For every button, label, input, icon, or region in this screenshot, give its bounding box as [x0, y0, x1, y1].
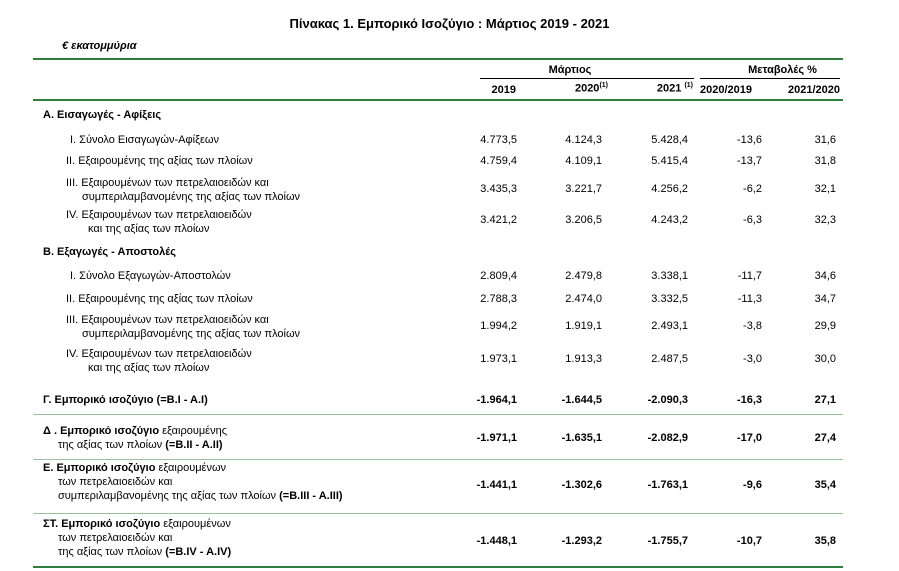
row-label: IV. Εξαιρουμένων των πετρελαιοειδών: [66, 348, 252, 360]
cell-c2: 29,9: [814, 320, 836, 332]
cell-v2021: 5.415,4: [651, 155, 688, 167]
cell-c1: -13,6: [736, 134, 762, 146]
cell-c1: -13,7: [736, 155, 762, 167]
row-label: II. Εξαιρουμένης της αξίας των πλοίων: [66, 155, 253, 167]
cell-v2020: -1.635,1: [561, 432, 602, 444]
cell-c1: -10,7: [736, 535, 762, 547]
balance-text: της αξίας των πλοίων: [58, 546, 163, 558]
col-2021: 2021 $^{(1)}$: [656, 82, 693, 95]
header-month: Μάρτιος: [548, 64, 592, 76]
balance-formula: (=B.II - A.II): [162, 439, 223, 451]
balance-label: [43, 425, 227, 437]
cell-v2019: 1.973,1: [480, 353, 517, 365]
cell-c2: 35,4: [814, 479, 836, 491]
unit-label: € εκατομμύρια: [62, 40, 137, 52]
balance-label: [43, 518, 231, 530]
row-separator: [33, 459, 843, 460]
header-rule: [33, 99, 843, 101]
cell-v2020: 2.474,0: [565, 293, 602, 305]
balance-formula: (=B.III - A.III): [276, 490, 343, 502]
balance-qualifier: εξαιρουμένης: [159, 425, 227, 437]
cell-c2: 34,7: [814, 293, 836, 305]
cell-c1: -17,0: [736, 432, 762, 444]
cell-v2020: 4.109,1: [565, 155, 602, 167]
balance-text: συμπεριλαμβανομένης της αξίας των πλοίων: [58, 490, 277, 502]
change-underline: [700, 78, 840, 79]
cell-c1: -11,3: [737, 293, 762, 305]
cell-c1: -6,3: [743, 214, 762, 226]
cell-v2020: 3.221,7: [565, 183, 602, 195]
balance-label-line: των πετρελαιοειδών και: [58, 476, 173, 488]
col-2019: 2019: [491, 84, 516, 96]
balance-formula: (=B.IV - A.IV): [162, 546, 232, 558]
row-label: III. Εξαιρουμένων των πετρελαιοειδών και: [66, 314, 269, 326]
cell-v2020: -1.302,6: [561, 479, 602, 491]
cell-c1: -3,8: [743, 320, 762, 332]
balance-text: της αξίας των πλοίων: [58, 439, 163, 451]
cell-v2019: 3.435,3: [480, 183, 517, 195]
bottom-rule: [33, 566, 843, 568]
cell-v2019: -1.964,1: [476, 394, 517, 406]
cell-c1: -11,7: [737, 270, 762, 282]
cell-c2: 34,6: [814, 270, 836, 282]
cell-v2021: -1.763,1: [647, 479, 688, 491]
cell-v2021: 2.493,1: [651, 320, 688, 332]
cell-v2019: 3.421,2: [480, 214, 517, 226]
balance-label: [43, 394, 208, 406]
cell-v2020: 1.913,3: [565, 353, 602, 365]
cell-c2: 30,0: [814, 353, 836, 365]
row-label: και της αξίας των πλοίων: [88, 223, 210, 235]
balance-title: Δ . Εμπορικό ισοζύγιο: [43, 425, 160, 437]
balance-label: [43, 462, 226, 474]
row-label: I. Σύνολο Εξαγωγών-Αποστολών: [70, 270, 231, 282]
row-label: συμπεριλαμβανομένης της αξίας των πλοίων: [82, 328, 301, 340]
header-change: Μεταβολές %: [748, 64, 817, 76]
cell-v2021: 2.487,5: [651, 353, 688, 365]
cell-v2021: 4.243,2: [651, 214, 688, 226]
cell-v2021: 5.428,4: [651, 134, 688, 146]
balance-qualifier: εξαιρουμένων: [160, 518, 231, 530]
cell-v2021: 4.256,2: [651, 183, 688, 195]
cell-v2019: 4.773,5: [480, 134, 517, 146]
section-imports: A. Εισαγωγές - Αφίξεις: [43, 109, 162, 121]
cell-c2: 35,8: [814, 535, 836, 547]
col-2021-2020: 2021/2020: [788, 84, 840, 96]
row-label: και της αξίας των πλοίων: [88, 362, 210, 374]
balance-title: E. Εμπορικό ισοζύγιο: [43, 462, 156, 474]
cell-v2019: 2.788,3: [480, 293, 517, 305]
cell-c2: 31,8: [814, 155, 836, 167]
col-2020: 2020$^{(1)}$: [574, 82, 608, 95]
cell-c1: -6,2: [743, 183, 762, 195]
balance-label-line: [58, 546, 231, 558]
cell-v2020: 3.206,5: [565, 214, 602, 226]
cell-v2019: 2.809,4: [480, 270, 517, 282]
month-underline: [480, 78, 694, 79]
row-label: IV. Εξαιρουμένων των πετρελαιοειδών: [66, 209, 252, 221]
row-label: I. Σύνολο Εισαγωγών-Αφίξεων: [70, 134, 219, 146]
cell-v2020: 4.124,3: [565, 134, 602, 146]
row-label: III. Εξαιρουμένων των πετρελαιοειδών και: [66, 177, 269, 189]
cell-v2020: 1.919,1: [565, 320, 602, 332]
balance-qualifier: εξαιρουμένων: [155, 462, 227, 474]
cell-v2020: -1.293,2: [561, 535, 602, 547]
cell-c2: 27,1: [814, 394, 836, 406]
cell-v2021: -2.082,9: [647, 432, 688, 444]
cell-v2019: 1.994,2: [480, 320, 517, 332]
cell-v2021: -2.090,3: [647, 394, 688, 406]
cell-c1: -9,6: [743, 479, 762, 491]
row-separator: [33, 513, 843, 514]
cell-v2020: 2.479,8: [565, 270, 602, 282]
row-label: συμπεριλαμβανομένης της αξίας των πλοίων: [82, 191, 301, 203]
cell-c2: 27,4: [814, 432, 836, 444]
balance-title: Γ. Εμπορικό ισοζύγιο (=B.I - A.I): [43, 394, 208, 406]
cell-v2019: 4.759,4: [480, 155, 517, 167]
row-label: II. Εξαιρουμένης της αξίας των πλοίων: [66, 293, 253, 305]
top-rule: [33, 58, 843, 60]
row-separator: [33, 414, 843, 415]
cell-v2021: 3.332,5: [651, 293, 688, 305]
cell-c1: -3,0: [743, 353, 762, 365]
cell-c2: 32,1: [814, 183, 836, 195]
cell-c2: 32,3: [814, 214, 836, 226]
balance-label-line: των πετρελαιοειδών και: [58, 532, 173, 544]
section-exports: B. Εξαγωγές - Αποστολές: [43, 246, 176, 258]
cell-c1: -16,3: [736, 394, 762, 406]
cell-c2: 31,6: [814, 134, 836, 146]
col-2020-2019: 2020/2019: [700, 84, 752, 96]
cell-v2019: -1.448,1: [476, 535, 517, 547]
cell-v2021: 3.338,1: [651, 270, 688, 282]
cell-v2020: -1.644,5: [561, 394, 602, 406]
table-title: Πίνακας 1. Εμπορικό Ισοζύγιο : Μάρτιος 2019 - 2021: [289, 16, 610, 31]
cell-v2021: -1.755,7: [647, 535, 688, 547]
cell-v2019: -1.971,1: [476, 432, 517, 444]
cell-v2019: -1.441,1: [476, 479, 517, 491]
balance-title: ΣΤ. Εμπορικό ισοζύγιο: [43, 518, 161, 530]
balance-label-line: [58, 439, 223, 451]
balance-label-line: [58, 490, 343, 502]
